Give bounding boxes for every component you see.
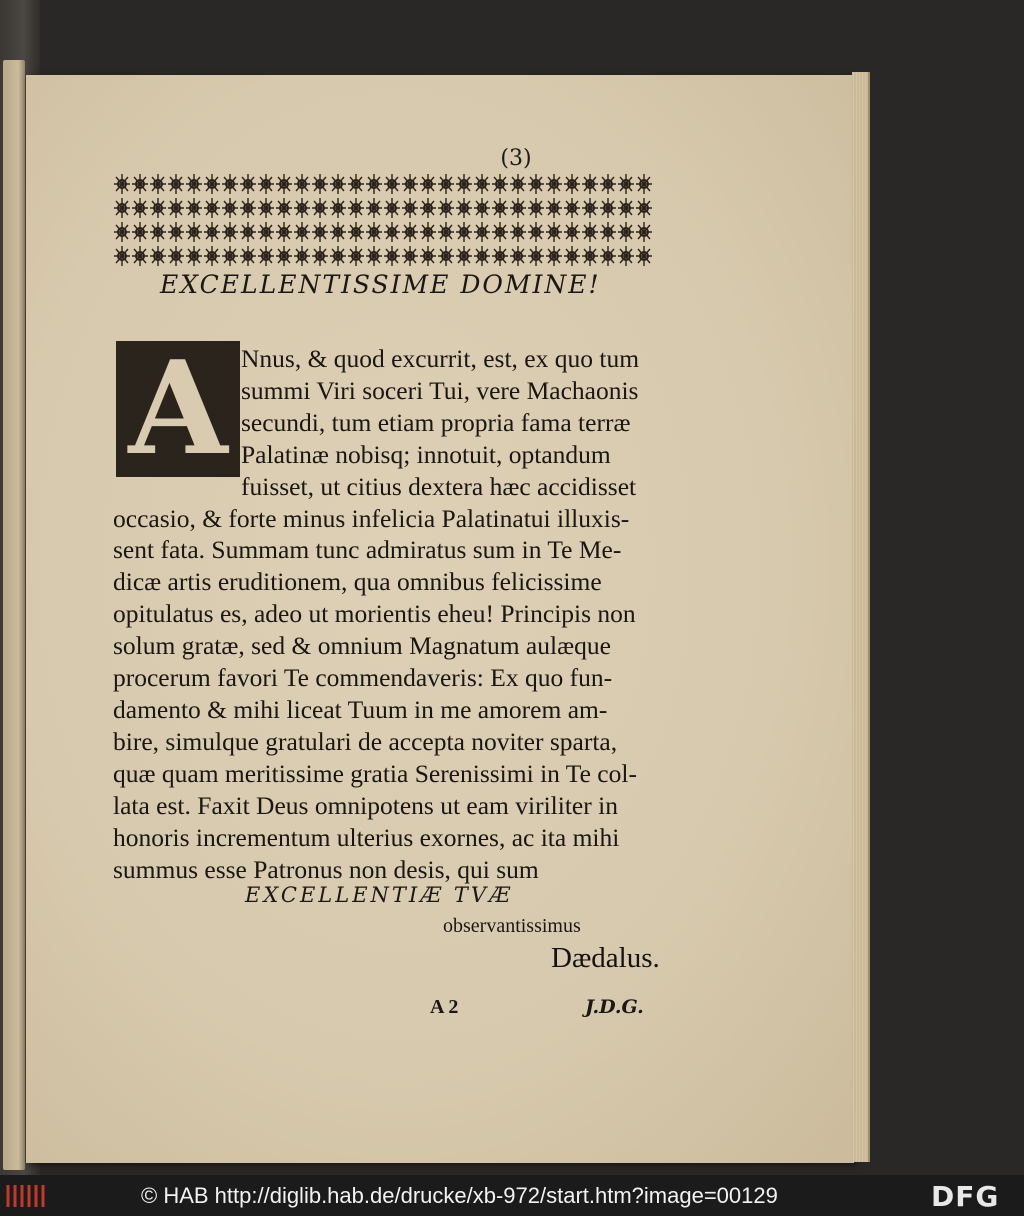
text-line: occasio, & forte minus infelicia Palatinatui illuxis- [113,503,630,533]
text-line: summi Viri soceri Tui, vere Machaonis [241,375,639,405]
text-line: damento & mihi liceat Tuum in me amorem am- [113,694,608,724]
signature-name: Dædalus. [551,942,660,974]
text-line: Nnus, & quod excurrit, est, ex quo tum [241,344,640,373]
text-line: sent fata. Summam tunc admiratus sum in Te Me- [113,535,622,565]
text-line: lata est. Faxit Deus omnipotens ut eam viriliter in [113,790,618,820]
text-line: quæ quam meritissime gratia Serenissimi in Te col- [113,758,637,788]
closing-salutation: EXCELLENTIÆ TVÆ [245,883,514,907]
text-line: Palatinæ nobisq; innotuit, optandum [241,439,611,469]
initial-letter: A [128,334,228,484]
page-stack-edge [852,72,870,1162]
page-number-header [0,146,1024,171]
catchword: J.D.G. [585,996,644,1018]
text-line: solum gratæ, sed & omnium Magnatum aulæque [113,631,611,661]
text-line: bire, simulque gratulari de accepta noviter sparta, [113,726,618,756]
text-line: dicæ artis eruditionem, qua omnibus felicissime [113,567,602,597]
library-logo-icon [4,1181,50,1211]
text-line: secundi, tum etiam propria fama terræ [241,407,631,437]
text-line: procerum favori Te commendaveris: Ex quo fun- [113,663,613,693]
text-line: opitulatus es, adeo ut morientis eheu! Principis non [113,599,636,629]
subscription: observantissimus [443,915,581,937]
viewer-footer [0,1175,1024,1216]
dfg-logo: DFG [931,1180,1000,1213]
footer-credit-link[interactable]: © HAB http://diglib.hab.de/drucke/xb-972/start.htm?image=00129 [141,1183,778,1208]
page-number: (3) [500,146,532,171]
signature-mark: A 2 [430,996,459,1018]
text-line: honoris incrementum ulterius exornes, ac ita mihi [113,822,620,852]
text-line: summus esse Patronus non desis, qui sum [113,854,539,884]
printers-ornament [113,172,653,268]
facing-page-edge [3,60,25,1170]
dedication-heading: EXCELLENTISSIME DOMINE! [160,270,601,299]
text-line: fuisset, ut citius dextera hæc accidisset [241,471,637,501]
dedication-body [113,334,661,885]
